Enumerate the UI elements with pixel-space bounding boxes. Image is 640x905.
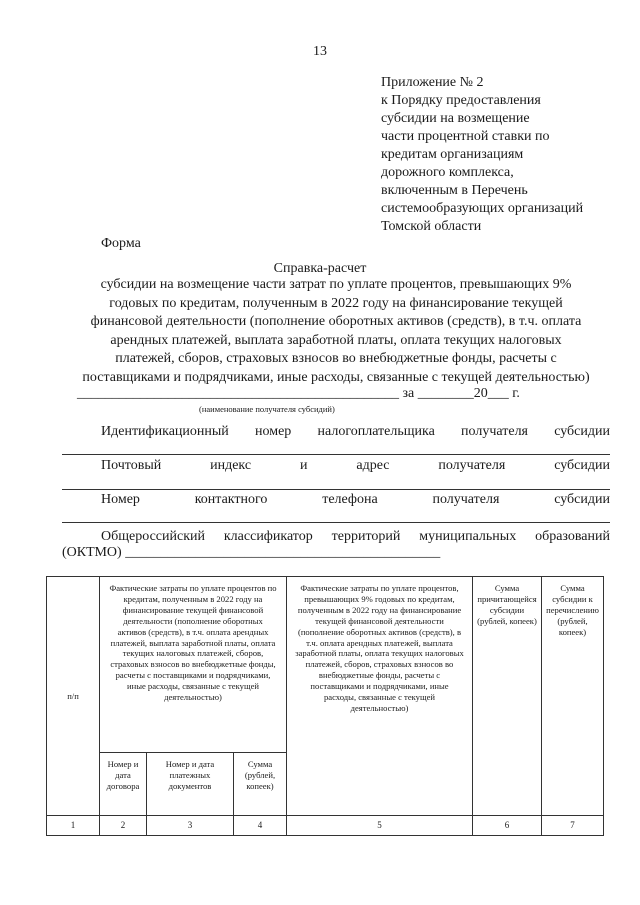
column-number: 2 <box>100 816 147 836</box>
field-word: адрес <box>356 458 390 473</box>
subheader-contract: Номер и дата договора <box>100 753 147 816</box>
recipient-hint: (наименование получателя субсидий) <box>199 404 335 414</box>
field-word: налогоплательщика <box>317 424 435 439</box>
inn-input-line[interactable] <box>62 454 610 455</box>
postal-field-label <box>101 458 610 474</box>
appendix-line: к Порядку предоставления <box>381 93 541 108</box>
column-number: 6 <box>473 816 542 836</box>
header-subsidy-transfer: Сумма субсидии к перечислению (рублей, копеек) <box>542 577 604 816</box>
oktmo-field[interactable]: (ОКТМО) _____________________________________________ <box>62 545 441 560</box>
field-word: Идентификационный <box>101 424 229 439</box>
appendix-line: кредитам организациям <box>381 147 524 162</box>
subtitle-line: годовых по кредитам, полученным в 2022 году на финансирование текущей <box>109 295 563 311</box>
oktmo-label: Общероссийский классификатор территорий муниципальных образований <box>101 529 610 544</box>
appendix-line: части процентной ставки по <box>381 129 550 144</box>
column-number: 7 <box>542 816 604 836</box>
appendix-line: включенным в Перечень <box>381 183 528 198</box>
cost-table <box>46 576 604 836</box>
field-word: контактного <box>194 492 268 507</box>
page-number: 13 <box>313 44 327 59</box>
field-word: получателя <box>432 492 500 507</box>
subheader-amount: Сумма (рублей, копеек) <box>234 753 287 816</box>
subtitle-line: субсидии на возмещение части затрат по уплате процентов, превышающих 9% <box>100 277 572 292</box>
appendix-line: системообразующих организаций <box>381 201 584 216</box>
field-word: получателя <box>461 424 528 439</box>
appendix-line: субсидии на возмещение <box>381 111 530 126</box>
field-word: и <box>299 458 308 473</box>
table-number-row <box>47 816 604 836</box>
recipient-name-field[interactable]: ______________________________________________ за ________20___ г. <box>77 386 520 401</box>
document-subtitle <box>62 276 610 387</box>
field-word: субсидии <box>554 492 610 507</box>
field-word: номер <box>255 424 292 439</box>
subheader-payment-docs: Номер и дата платежных документов <box>147 753 234 816</box>
appendix-line: Приложение № 2 <box>381 75 484 90</box>
document-title: Справка-расчет <box>273 261 367 276</box>
form-label: Форма <box>101 236 141 251</box>
subtitle-line: поставщиками и подрядчиками, иные расходы, связанные с текущей деятельностью) <box>82 369 590 385</box>
appendix-line: Томской области <box>381 219 482 234</box>
header-subsidy-due: Сумма причитающейся субсидии (рублей, копеек) <box>473 577 542 816</box>
field-word: телефона <box>322 492 378 507</box>
field-word: субсидии <box>554 458 610 473</box>
subtitle-line: финансовой деятельности (пополнение оборотных активов (средств), в т.ч. оплата <box>90 314 582 329</box>
inn-field-label <box>101 424 610 440</box>
field-word: субсидии <box>554 424 610 439</box>
appendix-note <box>381 74 621 236</box>
header-npp: п/п <box>47 577 100 816</box>
header-excess-costs: Фактические затраты по уплате процентов, превышающих 9% годовых по кредитам, полученным в 2022 году на финансирование текущей финансовой деятельности (пополнение оборотных активов (средств), в т.ч. оплата арендных платежей, выплата заработной платы, оплата текущих налоговых платежей, сборов, страховых взносов во внебюджетные фонды, расчеты с поставщиками и подрядчиками, иные расходы, связанные с текущей деятельностью) <box>287 577 473 816</box>
subtitle-line: арендных платежей, выплата заработной платы, оплата текущих налоговых <box>110 332 562 348</box>
postal-input-line[interactable] <box>62 489 610 490</box>
header-actual-costs: Фактические затраты по уплате процентов по кредитам, полученным в 2022 году на финансирование текущей финансовой деятельности (пополнение оборотных активов (средств), в т.ч. оплата арендных платежей, выплата заработной платы, оплата текущих налоговых платежей, сборов, страховых взносов во внебюджетные фонды, расчеты с поставщиками и подрядчиками, иные расходы, связанные с текущей деятельностью) <box>100 577 287 753</box>
field-word: получателя <box>438 458 506 473</box>
subtitle-line: платежей, сборов, страховых взносов во внебюджетные фонды, расчеты с <box>115 351 557 366</box>
field-word: индекс <box>210 458 252 473</box>
table-header-row <box>47 577 604 753</box>
phone-field-label <box>101 492 610 508</box>
field-word: Номер <box>101 492 140 507</box>
column-number: 5 <box>287 816 473 836</box>
column-number: 3 <box>147 816 234 836</box>
column-number: 1 <box>47 816 100 836</box>
phone-input-line[interactable] <box>62 522 610 523</box>
field-word: Почтовый <box>101 458 162 473</box>
column-number: 4 <box>234 816 287 836</box>
appendix-line: дорожного комплекса, <box>381 165 514 180</box>
